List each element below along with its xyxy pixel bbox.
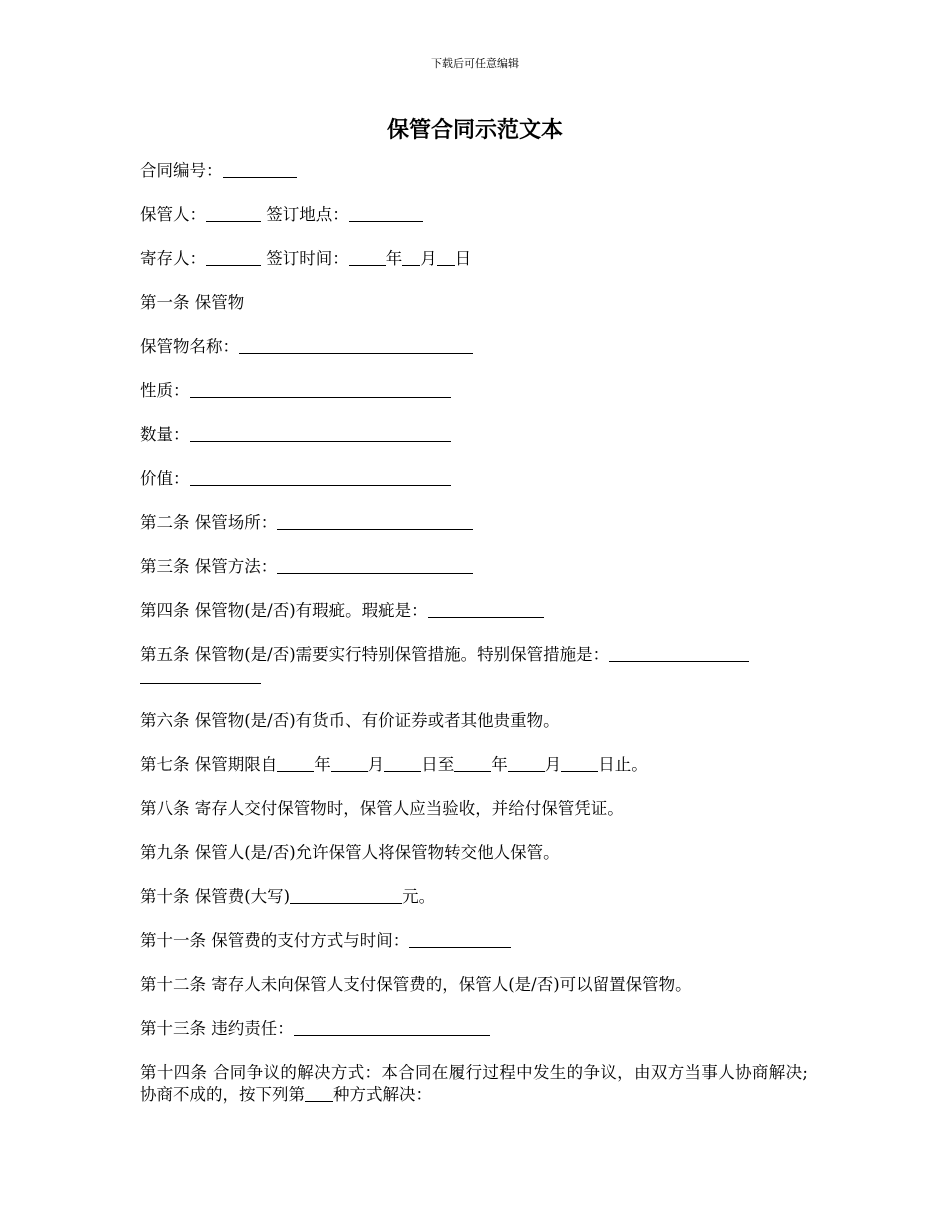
end-month-blank[interactable] [508, 755, 545, 772]
sign-month-blank[interactable] [402, 249, 420, 266]
storage-place-blank[interactable] [277, 513, 473, 530]
value-label: 价值： [140, 469, 190, 488]
article-3-label: 第三条 保管方法： [140, 557, 278, 576]
sign-month-label: 月 [420, 249, 437, 268]
contract-number-label: 合同编号： [140, 161, 223, 180]
article-6-line: 第六条 保管物(是/否)有货币、有价证券或者其他贵重物。 [140, 711, 560, 730]
start-day-blank[interactable] [384, 755, 421, 772]
document-title: 保管合同示范文本 [386, 117, 563, 143]
depositor-line [140, 248, 808, 270]
sign-time-label: 签订时间： [261, 249, 349, 268]
payment-terms-blank[interactable] [409, 931, 511, 948]
keeper-blank[interactable] [206, 205, 261, 222]
end-month-label: 月 [544, 755, 562, 774]
article-5-continuation [140, 666, 808, 688]
end-day-blank[interactable] [561, 755, 598, 772]
sign-day-blank[interactable] [437, 249, 455, 266]
article-13-line [140, 1018, 808, 1040]
keeper-line [140, 204, 808, 226]
nature-label: 性质： [140, 381, 190, 400]
storage-method-blank[interactable] [277, 557, 473, 574]
page-header-note: 下载后可任意编辑 [431, 57, 519, 70]
dispute-option-blank[interactable] [305, 1085, 333, 1102]
sign-year-label: 年 [385, 249, 403, 268]
article-13-label: 第十三条 违约责任： [140, 1019, 294, 1038]
special-measures-blank-2[interactable] [140, 667, 261, 684]
article-12-line: 第十二条 寄存人未向保管人支付保管费的，保管人(是/否)可以留置保管物。 [140, 975, 692, 994]
special-measures-blank[interactable] [609, 645, 749, 662]
start-month-blank[interactable] [331, 755, 368, 772]
article-14-line [140, 1062, 808, 1106]
article-7-label: 第七条 保管期限自 [140, 755, 278, 774]
depositor-label: 寄存人： [140, 249, 206, 268]
article-5-label: 第五条 保管物(是/否)需要实行特别保管措施。特别保管措施是： [140, 645, 610, 664]
quantity-blank[interactable] [190, 425, 451, 442]
article-10-label: 第十条 保管费(大写) [140, 887, 291, 906]
end-year-label: 年 [491, 755, 508, 774]
item-name-blank[interactable] [239, 337, 473, 354]
fee-unit-label: 元。 [402, 887, 436, 906]
article-14-tail: 种方式解决： [333, 1085, 432, 1104]
start-day-label: 日至 [421, 755, 455, 774]
article-3-line [140, 556, 808, 578]
start-year-blank[interactable] [277, 755, 314, 772]
article-7-line [140, 754, 808, 776]
defect-blank[interactable] [428, 601, 544, 618]
article-5-line [140, 644, 808, 666]
fee-amount-blank[interactable] [290, 887, 402, 904]
article-8-line: 第八条 寄存人交付保管物时，保管人应当验收，并给付保管凭证。 [140, 799, 624, 818]
sign-place-label: 签订地点： [261, 205, 349, 224]
article-4-line [140, 600, 808, 622]
sign-place-blank[interactable] [349, 205, 423, 222]
article-11-label: 第十一条 保管费的支付方式与时间： [140, 931, 410, 950]
quantity-line [140, 424, 808, 446]
article-10-line [140, 886, 808, 908]
contract-number-blank[interactable] [223, 161, 297, 178]
depositor-blank[interactable] [206, 249, 261, 266]
value-blank[interactable] [190, 469, 451, 486]
contract-number-line [140, 160, 808, 182]
nature-line [140, 380, 808, 402]
sign-year-blank[interactable] [349, 249, 386, 266]
article-4-label: 第四条 保管物(是/否)有瑕疵。瑕疵是： [140, 601, 428, 620]
keeper-label: 保管人： [140, 205, 206, 224]
article-1-heading: 第一条 保管物 [140, 293, 245, 312]
sign-day-label: 日 [454, 249, 472, 268]
article-11-line [140, 930, 808, 952]
start-year-label: 年 [314, 755, 331, 774]
item-name-line [140, 336, 808, 358]
article-2-line [140, 512, 808, 534]
quantity-label: 数量： [140, 425, 190, 444]
article-2-label: 第二条 保管场所： [140, 513, 278, 532]
end-day-label: 日止。 [598, 755, 648, 774]
liability-blank[interactable] [294, 1019, 490, 1036]
contract-body [140, 160, 808, 1128]
article-14-label: 第十四条 合同争议的解决方式：本合同在履行过程中发生的争议，由双方当事人协商解决;协商不成的，按下列第 [140, 1063, 808, 1104]
article-9-line: 第九条 保管人(是/否)允许保管人将保管物转交他人保管。 [140, 843, 560, 862]
end-year-blank[interactable] [454, 755, 491, 772]
nature-blank[interactable] [190, 381, 451, 398]
value-line [140, 468, 808, 490]
start-month-label: 月 [367, 755, 385, 774]
item-name-label: 保管物名称： [140, 337, 239, 356]
